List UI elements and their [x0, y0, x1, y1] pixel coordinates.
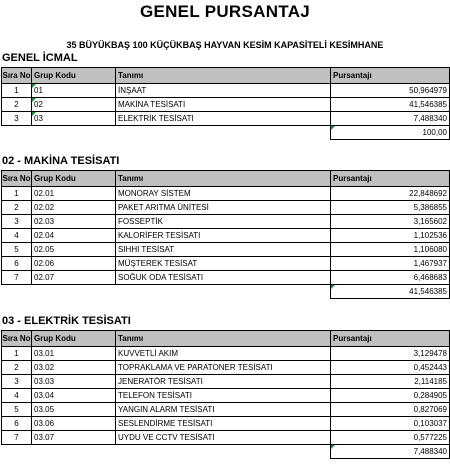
- cell-val: 0,103037: [331, 417, 450, 431]
- cell-tanim: MONORAY SİSTEM: [116, 187, 331, 201]
- table-row: [2, 389, 450, 403]
- table-row: [2, 112, 450, 126]
- cell-tanim: MÜŞTEREK TESİSAT: [116, 257, 331, 271]
- table-row: [2, 187, 450, 201]
- cell-val: 1,102536: [331, 229, 450, 243]
- cell-no: 1: [2, 187, 32, 201]
- cell-no: 4: [2, 229, 32, 243]
- cell-no: 3: [2, 112, 32, 126]
- cell-val: 1,467937: [331, 257, 450, 271]
- total-row: [2, 285, 450, 299]
- cell-kod: 03.01: [32, 347, 116, 361]
- cell-tanim: TELEFON TESİSATI: [116, 389, 331, 403]
- cell-kod: 02.07: [32, 271, 116, 285]
- table-row: [2, 243, 450, 257]
- cell-kod: 02.05: [32, 243, 116, 257]
- table-row: [2, 84, 450, 98]
- cell-no: 1: [2, 84, 32, 98]
- cell-no: 1: [2, 347, 32, 361]
- header-grup-kodu: Grup Kodu: [32, 331, 116, 347]
- total-row: [2, 445, 450, 459]
- table-row: [2, 98, 450, 112]
- cell-kod: 02.03: [32, 215, 116, 229]
- table-row: [2, 201, 450, 215]
- cell-val: 0,577225: [331, 431, 450, 445]
- cell-no: 3: [2, 215, 32, 229]
- cell-no: 5: [2, 403, 32, 417]
- header-grup-kodu: Grup Kodu: [32, 171, 116, 187]
- header-sira-no: Sıra No: [2, 331, 32, 347]
- cell-no: 7: [2, 271, 32, 285]
- cell-kod: 03: [32, 112, 116, 126]
- table-elektrik-tesisati: [1, 330, 450, 459]
- cell-val: 3,165602: [331, 215, 450, 229]
- cell-kod: 02.02: [32, 201, 116, 215]
- cell-tanim: PAKET ARITMA ÜNİTESİ: [116, 201, 331, 215]
- header-pursantaji: Pursantajı: [331, 331, 450, 347]
- header-pursantaji: Pursantajı: [331, 171, 450, 187]
- cell-kod: 03.04: [32, 389, 116, 403]
- cell-kod: 03.05: [32, 403, 116, 417]
- cell-tanim: İNŞAAT: [116, 84, 331, 98]
- table-header-row: [2, 171, 450, 187]
- table-row: [2, 215, 450, 229]
- header-sira-no: Sıra No: [2, 171, 32, 187]
- cell-tanim: JENERATÖR TESİSATI: [116, 375, 331, 389]
- cell-tanim: YANGIN ALARM TESİSATI: [116, 403, 331, 417]
- cell-tanim: SIHHI TESİSAT: [116, 243, 331, 257]
- table-row: [2, 403, 450, 417]
- table-row: [2, 361, 450, 375]
- cell-tanim: FOSSEPTİK: [116, 215, 331, 229]
- cell-no: 2: [2, 201, 32, 215]
- table-row: [2, 417, 450, 431]
- cell-tanim: MAKİNA TESİSATI: [116, 98, 331, 112]
- cell-no: 4: [2, 389, 32, 403]
- header-tanimi: Tanımı: [116, 68, 331, 84]
- cell-no: 6: [2, 417, 32, 431]
- header-tanimi: Tanımı: [116, 171, 331, 187]
- cell-tanim: KUVVETLİ AKIM: [116, 347, 331, 361]
- cell-tanim: SESLENDİRME TESİSATI: [116, 417, 331, 431]
- cell-val: 41,546385: [331, 98, 450, 112]
- cell-kod: 03.02: [32, 361, 116, 375]
- table-header-row: [2, 331, 450, 347]
- total-value: 41,546385: [331, 285, 450, 299]
- cell-tanim: UYDU VE CCTV TESİSATI: [116, 431, 331, 445]
- cell-no: 2: [2, 98, 32, 112]
- cell-val: 0,284905: [331, 389, 450, 403]
- table-row: [2, 431, 450, 445]
- cell-no: 5: [2, 243, 32, 257]
- cell-val: 0,452443: [331, 361, 450, 375]
- cell-val: 2,114185: [331, 375, 450, 389]
- cell-no: 6: [2, 257, 32, 271]
- table-row: [2, 271, 450, 285]
- header-tanimi: Tanımı: [116, 331, 331, 347]
- table-header-row: [2, 68, 450, 84]
- header-sira-no: Sıra No: [2, 68, 32, 84]
- cell-val: 6,468683: [331, 271, 450, 285]
- cell-kod: 03.06: [32, 417, 116, 431]
- cell-kod: 02.04: [32, 229, 116, 243]
- cell-val: 22,848692: [331, 187, 450, 201]
- cell-val: 3,129478: [331, 347, 450, 361]
- total-value: 100,00: [331, 126, 450, 140]
- page-subtitle: 35 BÜYÜKBAŞ 100 KÜÇÜKBAŞ HAYVAN KESİM KAPASİTELİ KESİMHANE: [66, 40, 384, 50]
- section-title-genel-icmal: GENEL İCMAL: [2, 52, 78, 64]
- cell-no: 3: [2, 375, 32, 389]
- cell-val: 0,827069: [331, 403, 450, 417]
- cell-kod: 01: [32, 84, 116, 98]
- table-genel-icmal: [1, 67, 450, 140]
- cell-no: 2: [2, 361, 32, 375]
- cell-val: 7,488340: [331, 112, 450, 126]
- page-title: GENEL PURSANTAJ: [139, 2, 311, 21]
- table-row: [2, 229, 450, 243]
- table-makina-tesisati: [1, 170, 450, 299]
- cell-val: 5,386855: [331, 201, 450, 215]
- cell-tanim: KALORİFER TESİSATI: [116, 229, 331, 243]
- cell-tanim: ELEKTRİK TESİSATI: [116, 112, 331, 126]
- total-value: 7,488340: [331, 445, 450, 459]
- cell-kod: 02.06: [32, 257, 116, 271]
- section-title-makina: 02 - MAKİNA TESİSATI: [2, 155, 120, 167]
- cell-kod: 02.01: [32, 187, 116, 201]
- cell-val: 1,106080: [331, 243, 450, 257]
- section-title-elektrik: 03 - ELEKTRİK TESİSATI: [2, 315, 131, 327]
- header-pursantaji: Pursantajı: [331, 68, 450, 84]
- cell-kod: 02: [32, 98, 116, 112]
- cell-tanim: SOĞUK ODA TESİSATI: [116, 271, 331, 285]
- table-row: [2, 347, 450, 361]
- cell-kod: 03.07: [32, 431, 116, 445]
- table-row: [2, 375, 450, 389]
- table-row: [2, 257, 450, 271]
- header-grup-kodu: Grup Kodu: [32, 68, 116, 84]
- cell-val: 50,964979: [331, 84, 450, 98]
- cell-tanim: TOPRAKLAMA VE PARATONER TESİSATI: [116, 361, 331, 375]
- cell-kod: 03.03: [32, 375, 116, 389]
- cell-no: 7: [2, 431, 32, 445]
- total-row: [2, 126, 450, 140]
